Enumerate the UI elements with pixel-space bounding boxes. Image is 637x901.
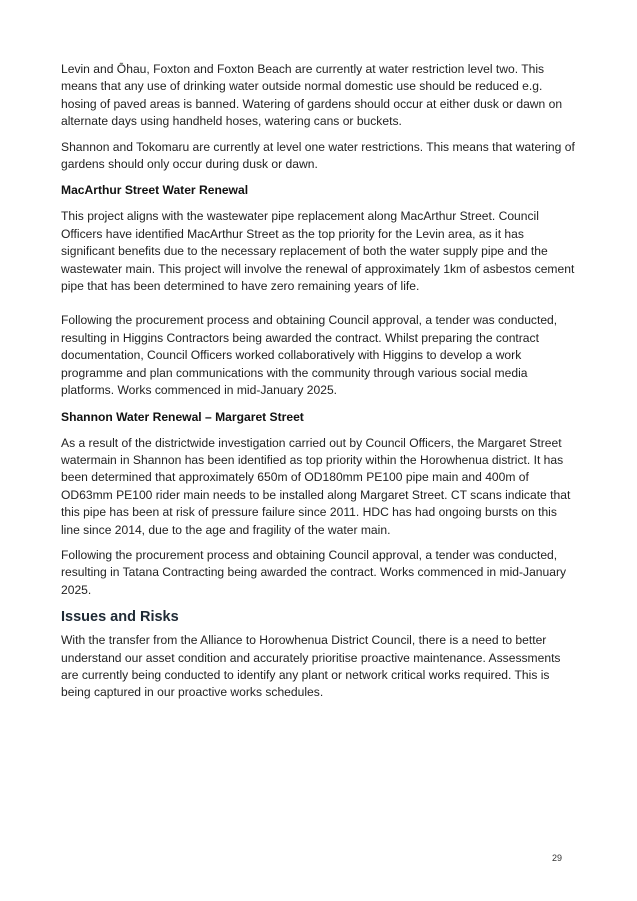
issues-and-risks-paragraph: With the transfer from the Alliance to Horowhenua District Council, there is a need to better understand our asset condition and accurately prioritise proactive maintenance. Assessments are currently being conducted to identify any plant or network critical works required. This is being captured in our proactive works schedules.: [61, 633, 561, 700]
water-restriction-level-one-paragraph: Shannon and Tokomaru are currently at level one water restrictions. This means that watering of gardens should only occur during dusk or dawn.: [61, 139, 575, 172]
macarthur-project-paragraph: This project aligns with the wastewater pipe replacement along MacArthur Street. Council Officers have identified MacArthur Street as the top priority for the Levin area, as it has significant benefits due to the necessary replacement of both the water supply pipe and the wastewater main. This project will involve the renewal of approximately 1km of asbestos cement pipe that has been determined to have zero remaining years of life.: [61, 209, 575, 294]
water-restriction-level-two-paragraph: Levin and Ōhau, Foxton and Foxton Beach are currently at water restriction level two. This means that any use of drinking water outside normal domestic use should be reduced e.g. hosing of paved areas is banned. Watering of gardens should occur at either dusk or dawn on alternate days using handheld hoses, watering cans or buckets.: [61, 62, 563, 129]
issues-and-risks-heading: Issues and Risks: [61, 609, 179, 626]
document-page: [61, 61, 575, 702]
page-number: 29: [551, 853, 562, 863]
macarthur-procurement-paragraph: Following the procurement process and obtaining Council approval, a tender was conducted, resulting in Higgins Contractors being awarded the contract. Whilst preparing the contract documentation, Council Officers worked collaboratively with Higgins to develop a work programme and plan communications with the community through various social media platforms. Works commenced in mid-January 2025.: [61, 313, 558, 398]
shannon-investigation-paragraph: As a result of the districtwide investigation carried out by Council Officers, the Margaret Street watermain in Shannon has been identified as top priority within the Horowhenua district. It has been determined that approximately 650m of OD180mm PE100 pipe main and 400m of OD63mm PE100 rider main needs to be installed along Margaret Street. CT scans indicate that this pipe has been at risk of pressure failure since 2011. HDC has had ongoing bursts on this line since 2014, due to the age and fragility of the water main.: [61, 435, 571, 537]
shannon-section-heading: Shannon Water Renewal – Margaret Street: [61, 409, 304, 424]
macarthur-section-heading: MacArthur Street Water Renewal: [61, 183, 249, 198]
shannon-procurement-paragraph: Following the procurement process and obtaining Council approval, a tender was conducted, resulting in Tatana Contracting being awarded the contract. Works commenced in mid-January 2025.: [61, 547, 567, 597]
